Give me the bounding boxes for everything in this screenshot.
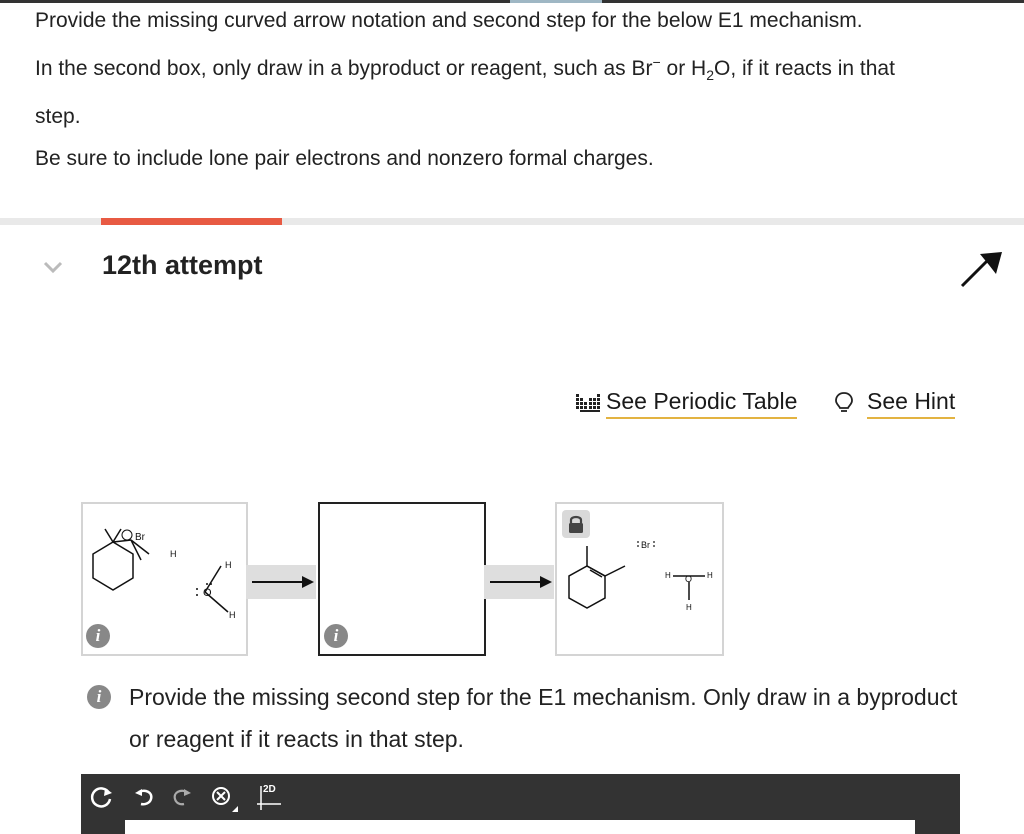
drawing-canvas[interactable] — [125, 820, 915, 834]
instruction-line-3: step. — [35, 105, 81, 129]
lock-icon — [562, 510, 590, 538]
2d-mode-button[interactable] — [253, 782, 287, 814]
info-icon[interactable]: i — [86, 624, 110, 648]
instruction-line-2-start: In the second box, only draw in a byproduct or reagent, such as Br — [35, 56, 653, 80]
clear-icon[interactable] — [208, 784, 240, 814]
bromide-label: Br — [641, 540, 650, 550]
2d-mode-label: 2D — [263, 784, 276, 795]
hydronium-h-2: H — [707, 571, 713, 580]
info-icon[interactable]: i — [87, 685, 111, 709]
periodic-table-icon — [575, 391, 601, 413]
hydrogen-label: H — [170, 549, 177, 559]
cursor-arrow-icon — [958, 248, 1006, 290]
see-hint-link[interactable]: See Hint — [867, 388, 955, 419]
instruction-line-1: Provide the missing curved arrow notation and second step for the below E1 mechanism. — [35, 9, 863, 32]
instruction-line-2 — [35, 42, 995, 97]
right-arrow-icon — [484, 565, 554, 599]
refresh-icon[interactable] — [88, 784, 114, 810]
undo-icon[interactable] — [133, 786, 155, 808]
step-prompt: Provide the missing second step for the E1 mechanism. Only draw in a byproduct or reagent if it reacts in that step. — [129, 684, 958, 752]
instruction-line-2-mid: or H — [660, 56, 707, 80]
info-icon[interactable]: i — [324, 624, 348, 648]
see-periodic-table-link[interactable]: See Periodic Table — [606, 388, 797, 419]
reaction-arrow-1 — [246, 565, 316, 599]
redo-icon[interactable] — [171, 786, 193, 808]
lock-button[interactable] — [562, 510, 590, 538]
water-oxygen-label: O — [203, 587, 212, 599]
bromine-label: Br — [135, 532, 145, 543]
chevron-down-icon[interactable] — [42, 260, 64, 274]
water-hydrogen-2: H — [229, 610, 236, 620]
hydronium-h-1: H — [665, 571, 671, 580]
hydronium-h-3: H — [686, 603, 692, 612]
lightbulb-icon — [834, 391, 854, 415]
water-hydrogen-1: H — [225, 560, 232, 570]
instruction-line-4: Be sure to include lone pair electrons and nonzero formal charges. — [35, 146, 654, 170]
attempt-progress-bar — [101, 218, 282, 225]
instructions — [35, 0, 995, 179]
instruction-superscript: − — [652, 53, 661, 70]
attempt-title: 12th attempt — [102, 250, 263, 280]
instruction-subscript: 2 — [706, 66, 715, 83]
instruction-line-2-end: O, if it reacts in that — [714, 56, 895, 80]
reaction-arrow-2 — [484, 565, 554, 599]
right-arrow-icon — [246, 565, 316, 599]
hydronium-oxygen-label: O — [685, 574, 693, 584]
